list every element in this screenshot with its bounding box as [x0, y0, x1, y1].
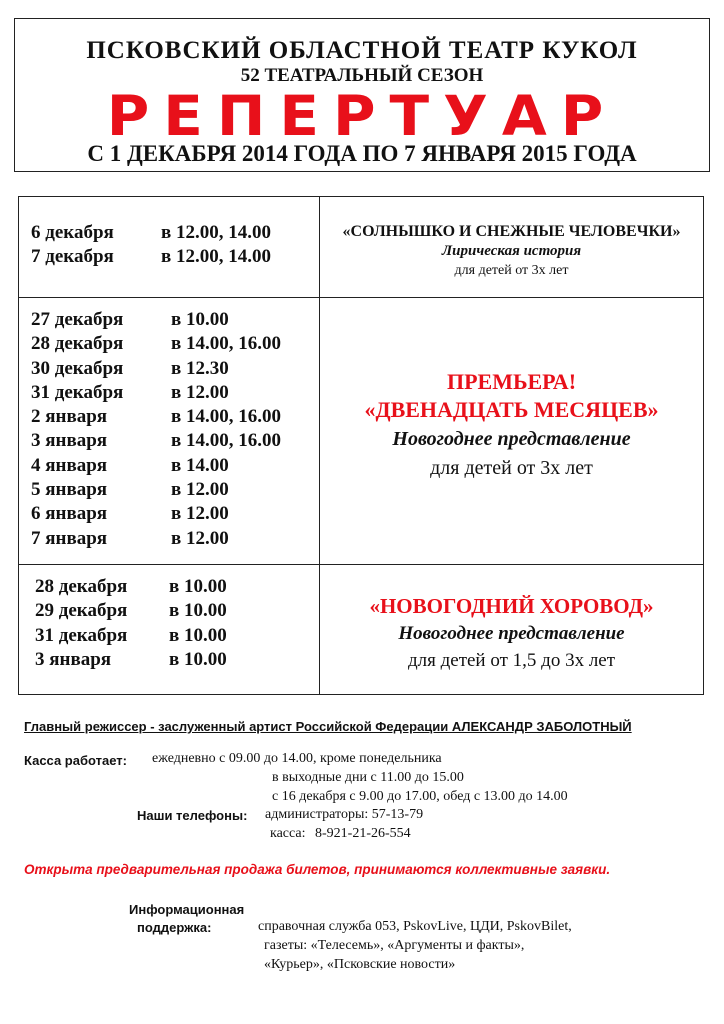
schedule-date: 7 декабря: [31, 246, 114, 268]
show-age: для детей от 3х лет: [430, 457, 593, 479]
schedule-time: в 10.00: [169, 624, 227, 646]
schedule-date: 6 января: [31, 503, 108, 525]
schedule-time: в 14.00, 16.00: [171, 406, 282, 428]
schedule-date: 31 декабря: [35, 624, 128, 646]
schedule-time: в 12.00, 14.00: [161, 246, 272, 268]
schedule-time: в 10.00: [169, 600, 227, 622]
schedule-row: [31, 429, 319, 453]
header-box: [14, 18, 710, 172]
schedule-date: 28 декабря: [35, 576, 128, 597]
schedule-date: 29 декабря: [35, 600, 128, 622]
box-hours-2: в выходные дни с 11.00 до 15.00: [272, 770, 464, 785]
schedule-time: в 10.00: [169, 576, 227, 597]
period-label: С 1 ДЕКАБРЯ 2014 ГОДА ПО 7 ЯНВАРЯ 2015 ГОДА: [87, 141, 637, 166]
schedule-time: в 14.00, 16.00: [171, 430, 282, 452]
info-line-3: «Курьер», «Псковские новости»: [264, 957, 456, 972]
schedule-row: [35, 624, 319, 648]
phone-box-row: [270, 826, 411, 842]
schedule-time: в 10.00: [171, 309, 229, 330]
show-row: [19, 565, 704, 695]
show-age: для детей от 3х лет: [454, 263, 569, 278]
schedule-row: [35, 575, 319, 599]
schedule-cell: [19, 197, 320, 298]
schedule-date: 5 января: [31, 479, 108, 501]
schedule-row: [31, 454, 319, 478]
schedule-row: [31, 405, 319, 429]
schedule-time: в 14.00: [171, 454, 229, 476]
phones-label: Наши телефоны:: [137, 808, 248, 823]
show-title: «НОВОГОДНИЙ ХОРОВОД»: [369, 594, 654, 618]
show-age: для детей от 1,5 до 3х лет: [407, 650, 616, 671]
show-row: [19, 197, 704, 298]
schedule-date: 28 декабря: [31, 333, 124, 355]
schedule-date: 6 декабря: [31, 222, 114, 243]
phone-box-number: 8-921-21-26-554: [315, 826, 411, 841]
info-label-2: поддержка:: [137, 920, 212, 935]
box-office-label: Касса работает:: [24, 753, 127, 768]
schedule-row: [35, 599, 319, 623]
schedule-row: [31, 332, 319, 356]
show-title: «ДВЕНАДЦАТЬ МЕСЯЦЕВ»: [364, 397, 659, 422]
box-hours-1: ежедневно с 09.00 до 14.00, кроме понедельника: [152, 751, 442, 766]
schedule-date: 30 декабря: [31, 357, 124, 379]
show-genre: Новогоднее представление: [398, 623, 625, 644]
premiere-label: ПРЕМЬЕРА!: [446, 369, 577, 394]
show-genre: Лирическая история: [441, 243, 582, 259]
schedule-time: в 12.00: [171, 479, 229, 501]
phone-admin-number: 57-13-79: [371, 807, 424, 822]
show-title: «СОЛНЫШКО И СНЕЖНЫЕ ЧЕЛОВЕЧКИ»: [342, 223, 681, 240]
schedule-date: 4 января: [31, 454, 108, 476]
phone-box-label: касса:: [270, 826, 306, 841]
schedule-time: в 12.00, 14.00: [161, 222, 272, 243]
phone-admin-label: администраторы:: [265, 807, 369, 822]
schedule-cell: [19, 298, 320, 565]
repertoire-table: [18, 196, 704, 695]
schedule-row: [35, 648, 319, 672]
schedule-cell: [19, 565, 320, 695]
schedule-time: в 14.00, 16.00: [171, 333, 282, 355]
schedule-date: 3 января: [35, 648, 112, 670]
schedule-date: 31 декабря: [31, 381, 124, 403]
info-line-1: справочная служба 053, PskovLive, ЦДИ, PskovBilet,: [258, 919, 572, 934]
schedule-time: в 12.30: [171, 357, 229, 379]
schedule-time: в 12.00: [171, 503, 229, 525]
show-info-cell: [320, 298, 704, 565]
season-label: 52 ТЕАТРАЛЬНЫЙ СЕЗОН: [240, 65, 484, 86]
info-line-2: газеты: «Телесемь», «Аргументы и факты»,: [264, 938, 525, 953]
show-info-cell: [320, 565, 704, 695]
schedule-time: в 12.00: [171, 381, 229, 403]
schedule-row: [31, 527, 319, 551]
info-label-1: Информационная: [129, 902, 245, 917]
box-hours-3: с 16 декабря с 9.00 до 17.00, обед с 13.00 до 14.00: [272, 789, 568, 804]
show-genre: Новогоднее представление: [392, 428, 631, 450]
show-row: [19, 298, 704, 565]
schedule-date: 7 января: [31, 527, 108, 549]
show-info-cell: [320, 197, 704, 298]
theatre-name: ПСКОВСКИЙ ОБЛАСТНОЙ ТЕАТР КУКОЛ: [86, 37, 638, 64]
schedule-row: [31, 381, 319, 405]
schedule-row: [31, 478, 319, 502]
schedule-time: в 12.00: [171, 527, 229, 549]
schedule-date: 2 января: [31, 406, 108, 428]
schedule-row: [31, 502, 319, 526]
page-title: РЕПЕРТУАР: [106, 83, 618, 149]
schedule-row: [31, 221, 319, 245]
schedule-row: [31, 245, 319, 269]
schedule-date: 3 января: [31, 430, 108, 452]
presale-notice: Открыта предварительная продажа билетов, принимаются коллективные заявки.: [24, 862, 611, 877]
director-line: Главный режиссер - заслуженный артист Российской Федерации АЛЕКСАНДР ЗАБОЛОТНЫЙ: [24, 719, 632, 734]
schedule-time: в 10.00: [169, 648, 227, 670]
schedule-row: [31, 357, 319, 381]
phone-admin-row: [265, 807, 423, 823]
schedule-row: [31, 308, 319, 332]
schedule-date: 27 декабря: [31, 309, 124, 330]
